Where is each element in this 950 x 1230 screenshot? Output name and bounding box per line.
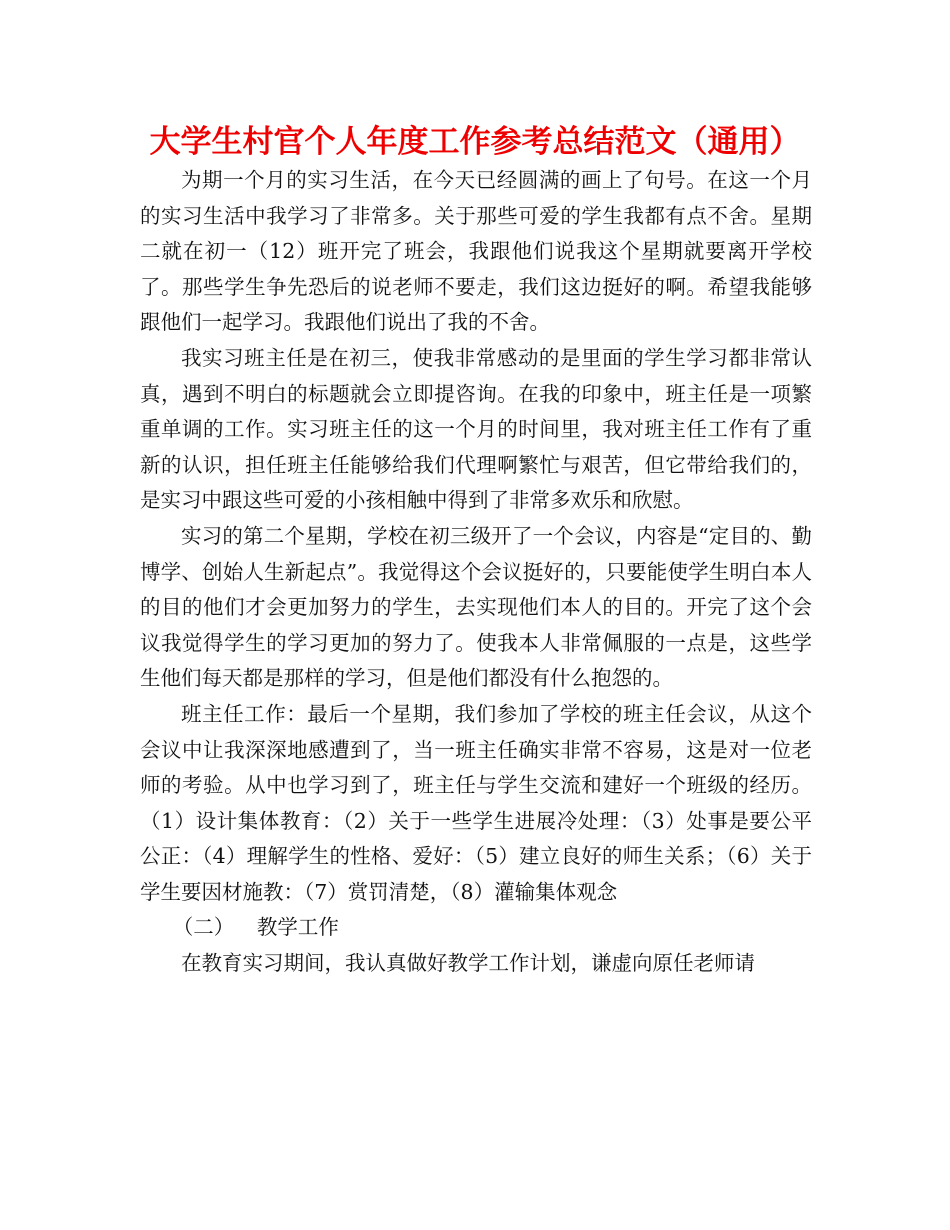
- section-heading-teaching: [140, 910, 812, 946]
- paragraph-head-teacher-practice: 我实习班主任是在初三，使我非常感动的是里面的学生学习都非常认真，遇到不明白的标题就会立即提咨询。在我的印象中，班主任是一项繁重单调的工作。实习班主任的这一个月的时间里，我对班主任工作有了重新的认识，担任班主任能够给我们代理啊繁忙与艰苦，但它带给我们的，是实习中跟这些可爱的小孩相触中得到了非常多欢乐和欣慰。: [140, 345, 812, 513]
- section-heading-number: （二）: [172, 915, 235, 940]
- paragraph-head-teacher-work: 班主任工作：最后一个星期，我们参加了学校的班主任会议，从这个会议中让我深深地感遭到了，当一班主任确实非常不容易，这是对一位老师的考验。从中也学习到了，班主任与学生交流和建好一个班级的经历。（1）设计集体教育：（2）关于一些学生进展冷处理：（3）处事是要公平公正：（4）理解学生的性格、爱好：（5）建立良好的师生关系；（6）关于学生要因材施教：（7）赏罚清楚，（8）灌输集体观念: [140, 701, 812, 904]
- document-title: 大学生村官个人年度工作参考总结范文（通用）: [149, 124, 801, 160]
- paragraph-internship-end: 为期一个月的实习生活，在今天已经圆满的画上了句号。在这一个月的实习生活中我学习了非常多。关于那些可爱的学生我都有点不舍。星期二就在初一（12）班开完了班会，我跟他们说我这个星期就要离开学校了。那些学生争先恐后的说老师不要走，我们这边挺好的啊。希望我能够跟他们一起学习。我跟他们说出了我的不舍。: [140, 168, 812, 335]
- document-body: [140, 163, 812, 982]
- section-heading-text: 教学工作: [256, 915, 339, 940]
- paragraph-teaching-work: 在教育实习期间，我认真做好教学工作计划，谦虚向原任老师请: [181, 951, 755, 976]
- paragraph-grade-meeting: 实习的第二个星期，学校在初三级开了一个会议，内容是“定目的、勤博学、创始人生新起点”。我觉得这个会议挺好的，只要能使学生明白本人的目的他们才会更加努力的学生，去实现他们本人的目的。开完了这个会议我觉得学生的学习更加的努力了。使我本人非常佩服的一点是，这些学生他们每天都是那样的学习，但是他们都没有什么抱怨的。: [140, 523, 812, 691]
